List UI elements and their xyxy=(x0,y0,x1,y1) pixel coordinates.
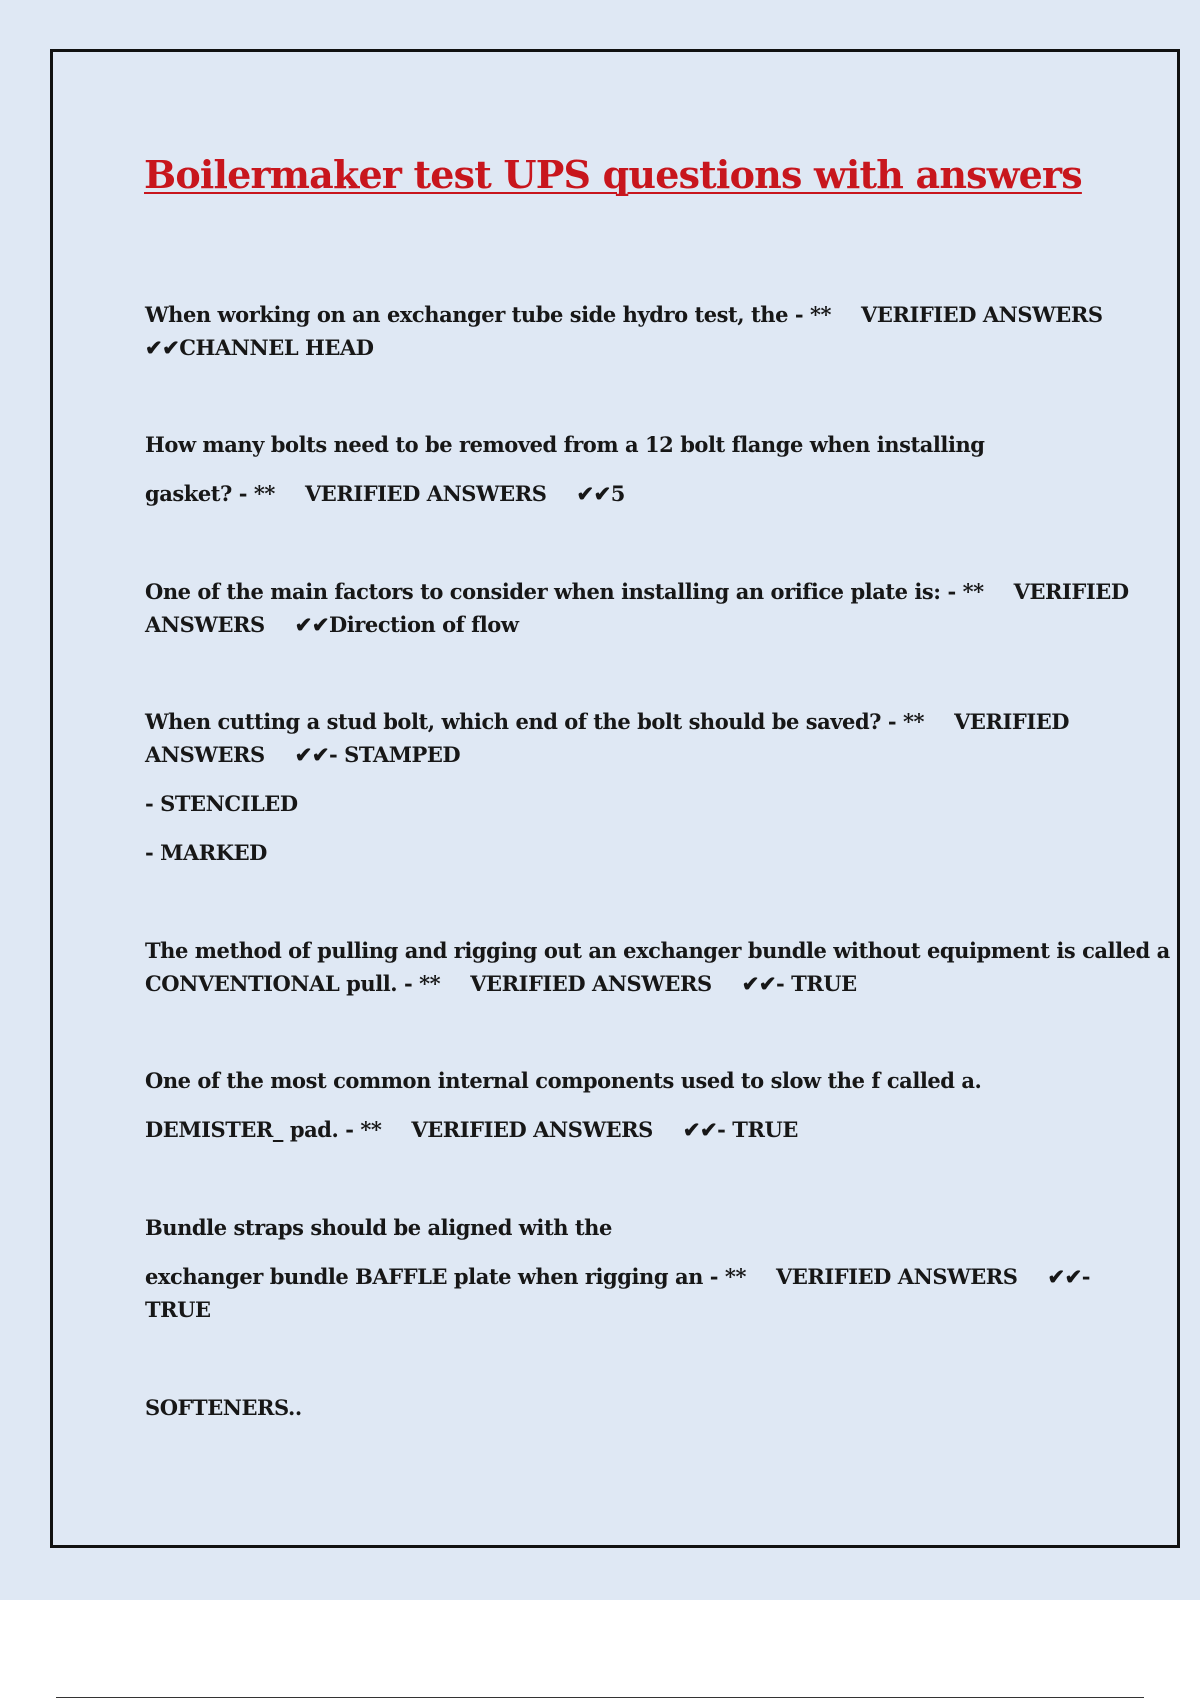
question-1-text: When working on an exchanger tube side hydro test, the - ** xyxy=(145,302,832,327)
question-5-line-1: The method of pulling and rigging out an exchanger bundle without equipment is called a xyxy=(145,938,1170,963)
question-6-line-2 xyxy=(145,1115,798,1145)
answer-7-line: TRUE xyxy=(145,1297,211,1322)
question-7-line-2 xyxy=(145,1262,1090,1292)
answer-4-option-stenciled: - STENCILED xyxy=(145,791,298,816)
question-7-text: exchanger bundle BAFFLE plate when rigging an - ** xyxy=(145,1264,746,1289)
answers-label: ANSWERS xyxy=(145,612,265,637)
question-6-line-1: One of the most common internal components used to slow the f called a. xyxy=(145,1068,982,1093)
answer-1-line: ✔✔CHANNEL HEAD xyxy=(145,335,374,360)
answer-4-option-marked: - MARKED xyxy=(145,840,267,865)
question-4-line-2 xyxy=(145,740,460,770)
question-2-line-2 xyxy=(145,479,625,509)
question-1-line-1 xyxy=(145,300,1103,330)
verified-answers-label: VERIFIED ANSWERS xyxy=(470,971,712,996)
verified-answers-label: VERIFIED ANSWERS xyxy=(411,1117,653,1142)
answer-3: ✔✔Direction of flow xyxy=(294,612,519,637)
question-3-text: One of the main factors to consider when installing an orifice plate is: - ** xyxy=(145,579,984,604)
question-3-line-2 xyxy=(145,610,518,640)
question-3-line-1 xyxy=(145,577,1129,607)
question-6-text: DEMISTER_ pad. - ** xyxy=(145,1117,382,1142)
verified-answers-label: VERIFIED ANSWERS xyxy=(861,302,1103,327)
answers-label: ANSWERS xyxy=(145,742,265,767)
footer-rule xyxy=(56,1697,1144,1698)
answer-6: ✔✔- TRUE xyxy=(682,1117,798,1142)
document-title: Boilermaker test UPS questions with answers xyxy=(144,152,1082,197)
question-2-line-1: How many bolts need to be removed from a 12 bolt flange when installing xyxy=(145,432,985,457)
answer-5: ✔✔- TRUE xyxy=(741,971,857,996)
question-5-text: CONVENTIONAL pull. - ** xyxy=(145,971,441,996)
answer-7-check: ✔✔- xyxy=(1047,1264,1091,1289)
question-2-text: gasket? - ** xyxy=(145,481,275,506)
answer-4: ✔✔- STAMPED xyxy=(294,742,461,767)
answer-2: ✔✔5 xyxy=(576,481,625,506)
question-7-line-1: Bundle straps should be aligned with the xyxy=(145,1215,612,1240)
verified-answers-label: VERIFIED ANSWERS xyxy=(304,481,547,506)
question-4-line-1 xyxy=(145,707,1069,737)
question-5-line-2 xyxy=(145,969,857,999)
verified-label: VERIFIED xyxy=(1013,579,1129,604)
verified-label: VERIFIED xyxy=(954,709,1070,734)
softeners-line: SOFTENERS.. xyxy=(145,1395,302,1420)
verified-answers-label: VERIFIED ANSWERS xyxy=(775,1264,1018,1289)
question-4-text: When cutting a stud bolt, which end of the bolt should be saved? - ** xyxy=(145,709,925,734)
